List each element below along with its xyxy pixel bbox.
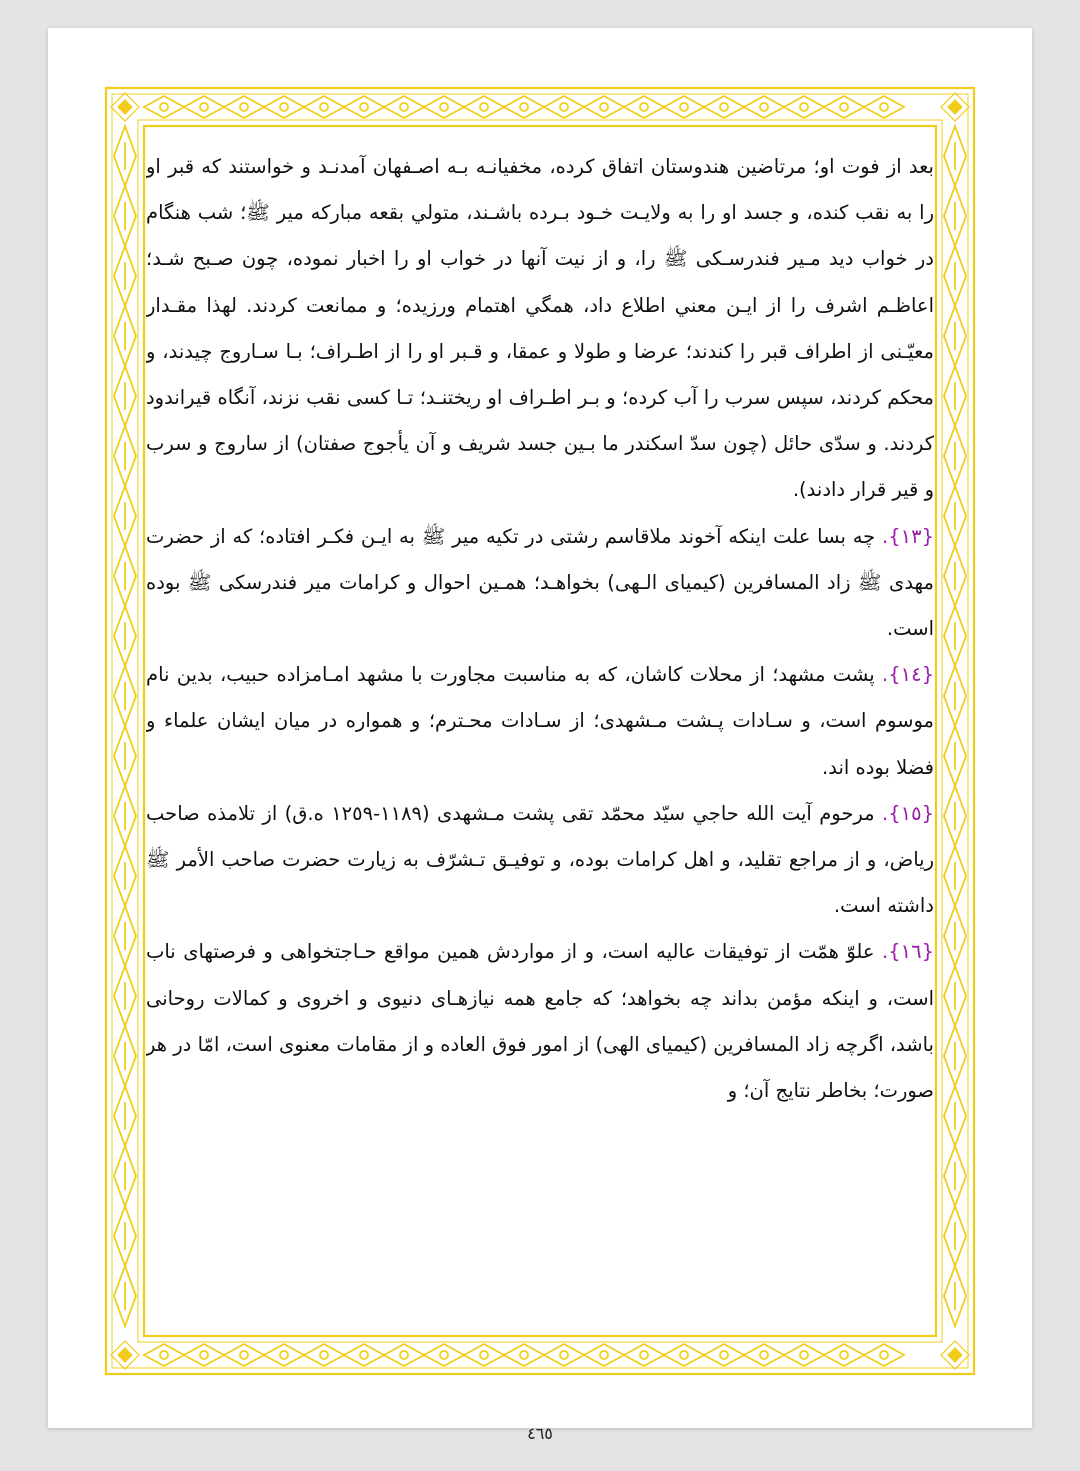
paragraph-text: بعد از فوت او؛ مرتاضين هندوستان اتفاق كرده، مخفيانـه بـه اصـفهان آمدنـد و خواستند كه قبر او را به نقب كنده، و جسد او را به ولايـت خـود بـرده باشـند، متولي بقعه مباركه مير ﷺ؛ شب هنگام در خواب ديد مـير فندرسـكی ﷺ را، و از نيت آنها در خواب او را اخبار نموده، چون صـبح شـد؛ اعاظـم اشرف را از ايـن معني اطلاع داد، همگي اهتمام ورزيده؛ و ممانعت كردند. لهذا مقـدار معيّـنی از اطراف قبر را كندند؛ عرضا و طولا و عمقا، و قـبر او را از اطـراف؛ بـا سـاروج چيدند، و محكم كردند، سپس سرب را آب كرده؛ و بـر اطـراف او ريختنـد؛ تـا كسی نقب نزند، آنگاه قيراندود كردند. و سدّی حائل (چون سدّ اسكندر ما بـين جسد شريف و آن يأجوج صفتان) از ساروج و سرب و قير قرار دادند). [146, 155, 934, 502]
note-paragraph [146, 652, 934, 791]
paragraph-text: چه بسا علت اينكه آخوند ملاقاسم رشتی در تكيه مير ﷺ به ايـن فكـر افتاده؛ كه از حضرت مهدی ﷺ زاد المسافرين (كيمياى الـهی) بخواهـد؛ همـين احوال و كرامات مير فندرسكی ﷺ بوده است. [146, 524, 934, 641]
paragraph-text: پشت مشهد؛ از محلات كاشان، كه به مناسبت مجاورت با مشهد امـامزاده حبيب، بدين نام موسوم است، و سـادات پـشت مـشهدی؛ از سـادات محـترم؛ و همواره در ميان ايشان علماء و فضلا بوده اند. [146, 663, 934, 779]
note-number[interactable]: {١٥}. [882, 801, 934, 825]
paragraph-text: علوّ همّت از توفيقات عاليه است، و از مواردش همين مواقع حـاجتخواهی و فرصتهای ناب است، و اينكه مؤمن بداند چه بخواهد؛ كه جامع همه نيازهـای دنيوی و اخروی و كمالات روحانی باشد، اگرچه زاد المسافرين (كيميای الهی) از امور فوق العاده و از مقامات معنوی است، امّا در هر صورت؛ بخاطر نتايج آن؛ و [146, 940, 934, 1103]
note-number[interactable]: {١٦}. [882, 940, 934, 964]
note-number[interactable]: {١٣}. [882, 524, 934, 548]
book-page [48, 28, 1032, 1443]
body-text [146, 144, 934, 1334]
note-paragraph [146, 514, 934, 653]
note-paragraph [146, 929, 934, 1114]
page-number: ٤٦٥ [527, 1424, 553, 1443]
note-paragraph [146, 791, 934, 930]
paragraph [146, 144, 934, 514]
note-number[interactable]: {١٤}. [882, 663, 934, 687]
paragraph-text: مرحوم آيت الله حاجي سيّد محمّد تقی پشت مـشهدی (١١٨٩-١٢٥٩ ه.ق) از تلامذه صاحب رياض، و از مراجع تقليد، و اهل كرامات بوده، و توفيـق تـشرّف به زيارت حضرت صاحب الأمر ﷺ داشته است. [146, 801, 934, 918]
